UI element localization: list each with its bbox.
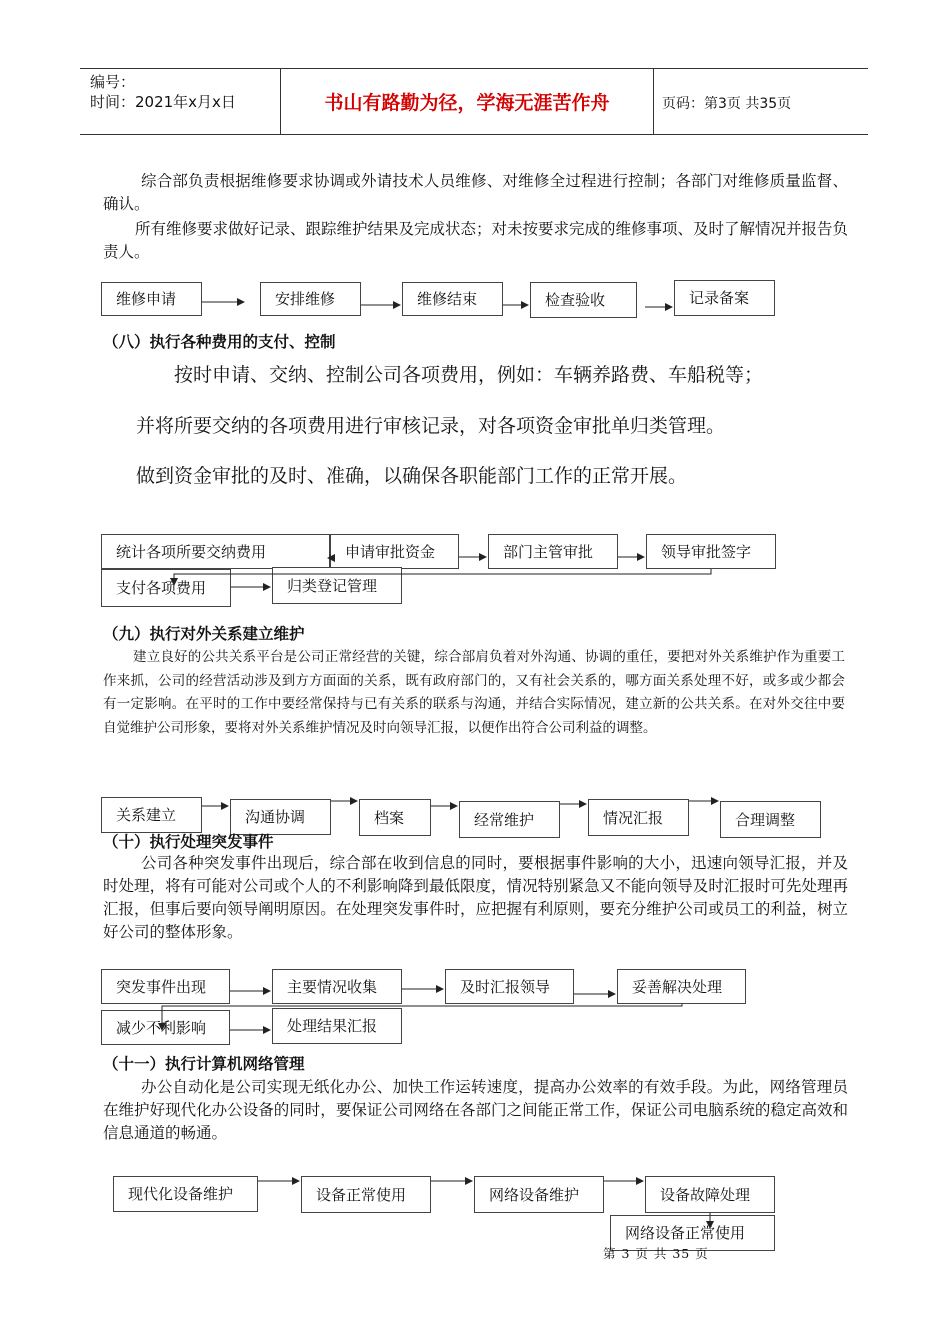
external-paragraph: 建立良好的公共关系平台是公司正常经营的关键，综合部肩负着对外沟通、协调的重任，要把对外关系维护作为重要工作来抓，公司的经营活动涉及到方方面面的关系，既有政府部门的，又有社会关系的，哪方面关系处理不好，或多或少都会有一定影响。在平时的工作中要经常保持与已有关系的联系与沟通，并结合实际情况，建立新的公共关系。在对外交往中要自觉维护公司形象，要将对外关系维护情况及时向领导汇报，以便作出符合公司利益的调整。 bbox=[103, 649, 845, 736]
flow-box-repair-2: 安排维修 bbox=[260, 282, 361, 316]
flow-box-external-3: 档案 bbox=[359, 799, 431, 836]
flow-box-emergency-6: 处理结果汇报 bbox=[272, 1008, 402, 1044]
flow-box-emergency-3: 及时汇报领导 bbox=[445, 969, 574, 1004]
network-paragraph: 办公自动化是公司实现无纸化办公、加快工作运转速度，提高办公效率的有效手段。为此，网络管理员在维护好现代化办公设备的同时，要保证公司网络在各部门之间能正常工作，保证公司电脑系统的稳定高效和信息通道的畅通。 bbox=[103, 1078, 848, 1142]
repair-paragraph-1: 综合部负责根据维修要求协调或外请技术人员维修、对维修全过程进行控制；各部门对维修质量监督、确认。 bbox=[103, 172, 848, 213]
flow-box-emergency-1: 突发事件出现 bbox=[101, 969, 230, 1004]
flow-box-network-2: 设备正常使用 bbox=[301, 1176, 431, 1213]
header-page-info: 页码：第3页 共35页 bbox=[662, 96, 792, 112]
arrow-fees-1 bbox=[328, 554, 330, 558]
arrow-fees-4 bbox=[174, 569, 711, 585]
emergency-paragraph: 公司各种突发事件出现后，综合部在收到信息的同时，要根据事件影响的大小，迅速向领导汇报，并及时处理，将有可能对公司或个人的不利影响降到最低限度，情况特别紧急又不能向领导及时汇报时可先处理再汇报，但事后要向领导阐明原因。在处理突发事件时，应把握有利原则，要充分维护公司或员工的利益，树立好公司的整体形象。 bbox=[103, 854, 848, 941]
flow-box-fees-4: 领导审批签字 bbox=[646, 534, 776, 569]
arrow-emergency-4 bbox=[162, 1004, 682, 1030]
flow-box-repair-1: 维修申请 bbox=[101, 282, 202, 316]
repair-paragraph-2: 所有维修要求做好记录、跟踪维护结果及完成状态；对未按要求完成的维修事项、及时了解情况并报告负责人。 bbox=[103, 220, 849, 261]
flow-box-repair-4: 检查验收 bbox=[530, 282, 637, 318]
doc-number-label: 编号： bbox=[90, 73, 136, 91]
flow-box-fees-3: 部门主管审批 bbox=[488, 534, 618, 569]
fees-line-3: 做到资金审批的及时、准确，以确保各职能部门工作的正常开展。 bbox=[136, 465, 688, 487]
flow-box-network-5: 网络设备正常使用 bbox=[610, 1215, 775, 1251]
page-footer: 第 3 页 共 35 页 bbox=[603, 1246, 709, 1261]
flow-box-fees-2: 申请审批资金 bbox=[330, 534, 459, 569]
section-heading-network: （十一）执行计算机网络管理 bbox=[103, 1055, 305, 1073]
flow-box-repair-3: 维修结束 bbox=[402, 282, 503, 316]
flow-box-external-4: 经常维护 bbox=[459, 801, 560, 838]
flow-box-emergency-2: 主要情况收集 bbox=[272, 969, 402, 1004]
flow-box-fees-6: 归类登记管理 bbox=[272, 567, 402, 604]
flow-box-repair-5: 记录备案 bbox=[674, 280, 775, 316]
flow-box-network-3: 网络设备维护 bbox=[474, 1176, 604, 1213]
flow-box-network-4: 设备故障处理 bbox=[645, 1176, 775, 1213]
fees-line-2: 并将所要交纳的各项费用进行审核记录，对各项资金审批单归类管理。 bbox=[136, 415, 726, 437]
section-heading-emergency: （十）执行处理突发事件 bbox=[103, 833, 274, 851]
section-heading-fees: （八）执行各种费用的支付、控制 bbox=[103, 333, 336, 351]
flow-box-fees-1: 统计各项所要交纳费用 bbox=[101, 534, 330, 569]
flow-box-external-2: 沟通协调 bbox=[230, 799, 331, 835]
doc-time-label: 时间：2021年x月x日 bbox=[90, 93, 236, 111]
header-motto: 书山有路勤为径，学海无涯苦作舟 bbox=[324, 92, 610, 114]
flow-box-fees-5: 支付各项费用 bbox=[101, 569, 231, 607]
flow-box-external-6: 合理调整 bbox=[720, 801, 821, 838]
flow-box-external-1: 关系建立 bbox=[101, 797, 202, 833]
flow-box-external-5: 情况汇报 bbox=[588, 799, 689, 836]
flow-box-emergency-4: 妥善解决处理 bbox=[617, 969, 746, 1004]
flow-box-emergency-5: 减少不利影响 bbox=[101, 1010, 230, 1045]
section-heading-external: （九）执行对外关系建立维护 bbox=[103, 625, 305, 643]
flow-box-network-1: 现代化设备维护 bbox=[113, 1176, 258, 1212]
fees-line-1: 按时申请、交纳、控制公司各项费用，例如：车辆养路费、车船税等； bbox=[174, 364, 764, 386]
